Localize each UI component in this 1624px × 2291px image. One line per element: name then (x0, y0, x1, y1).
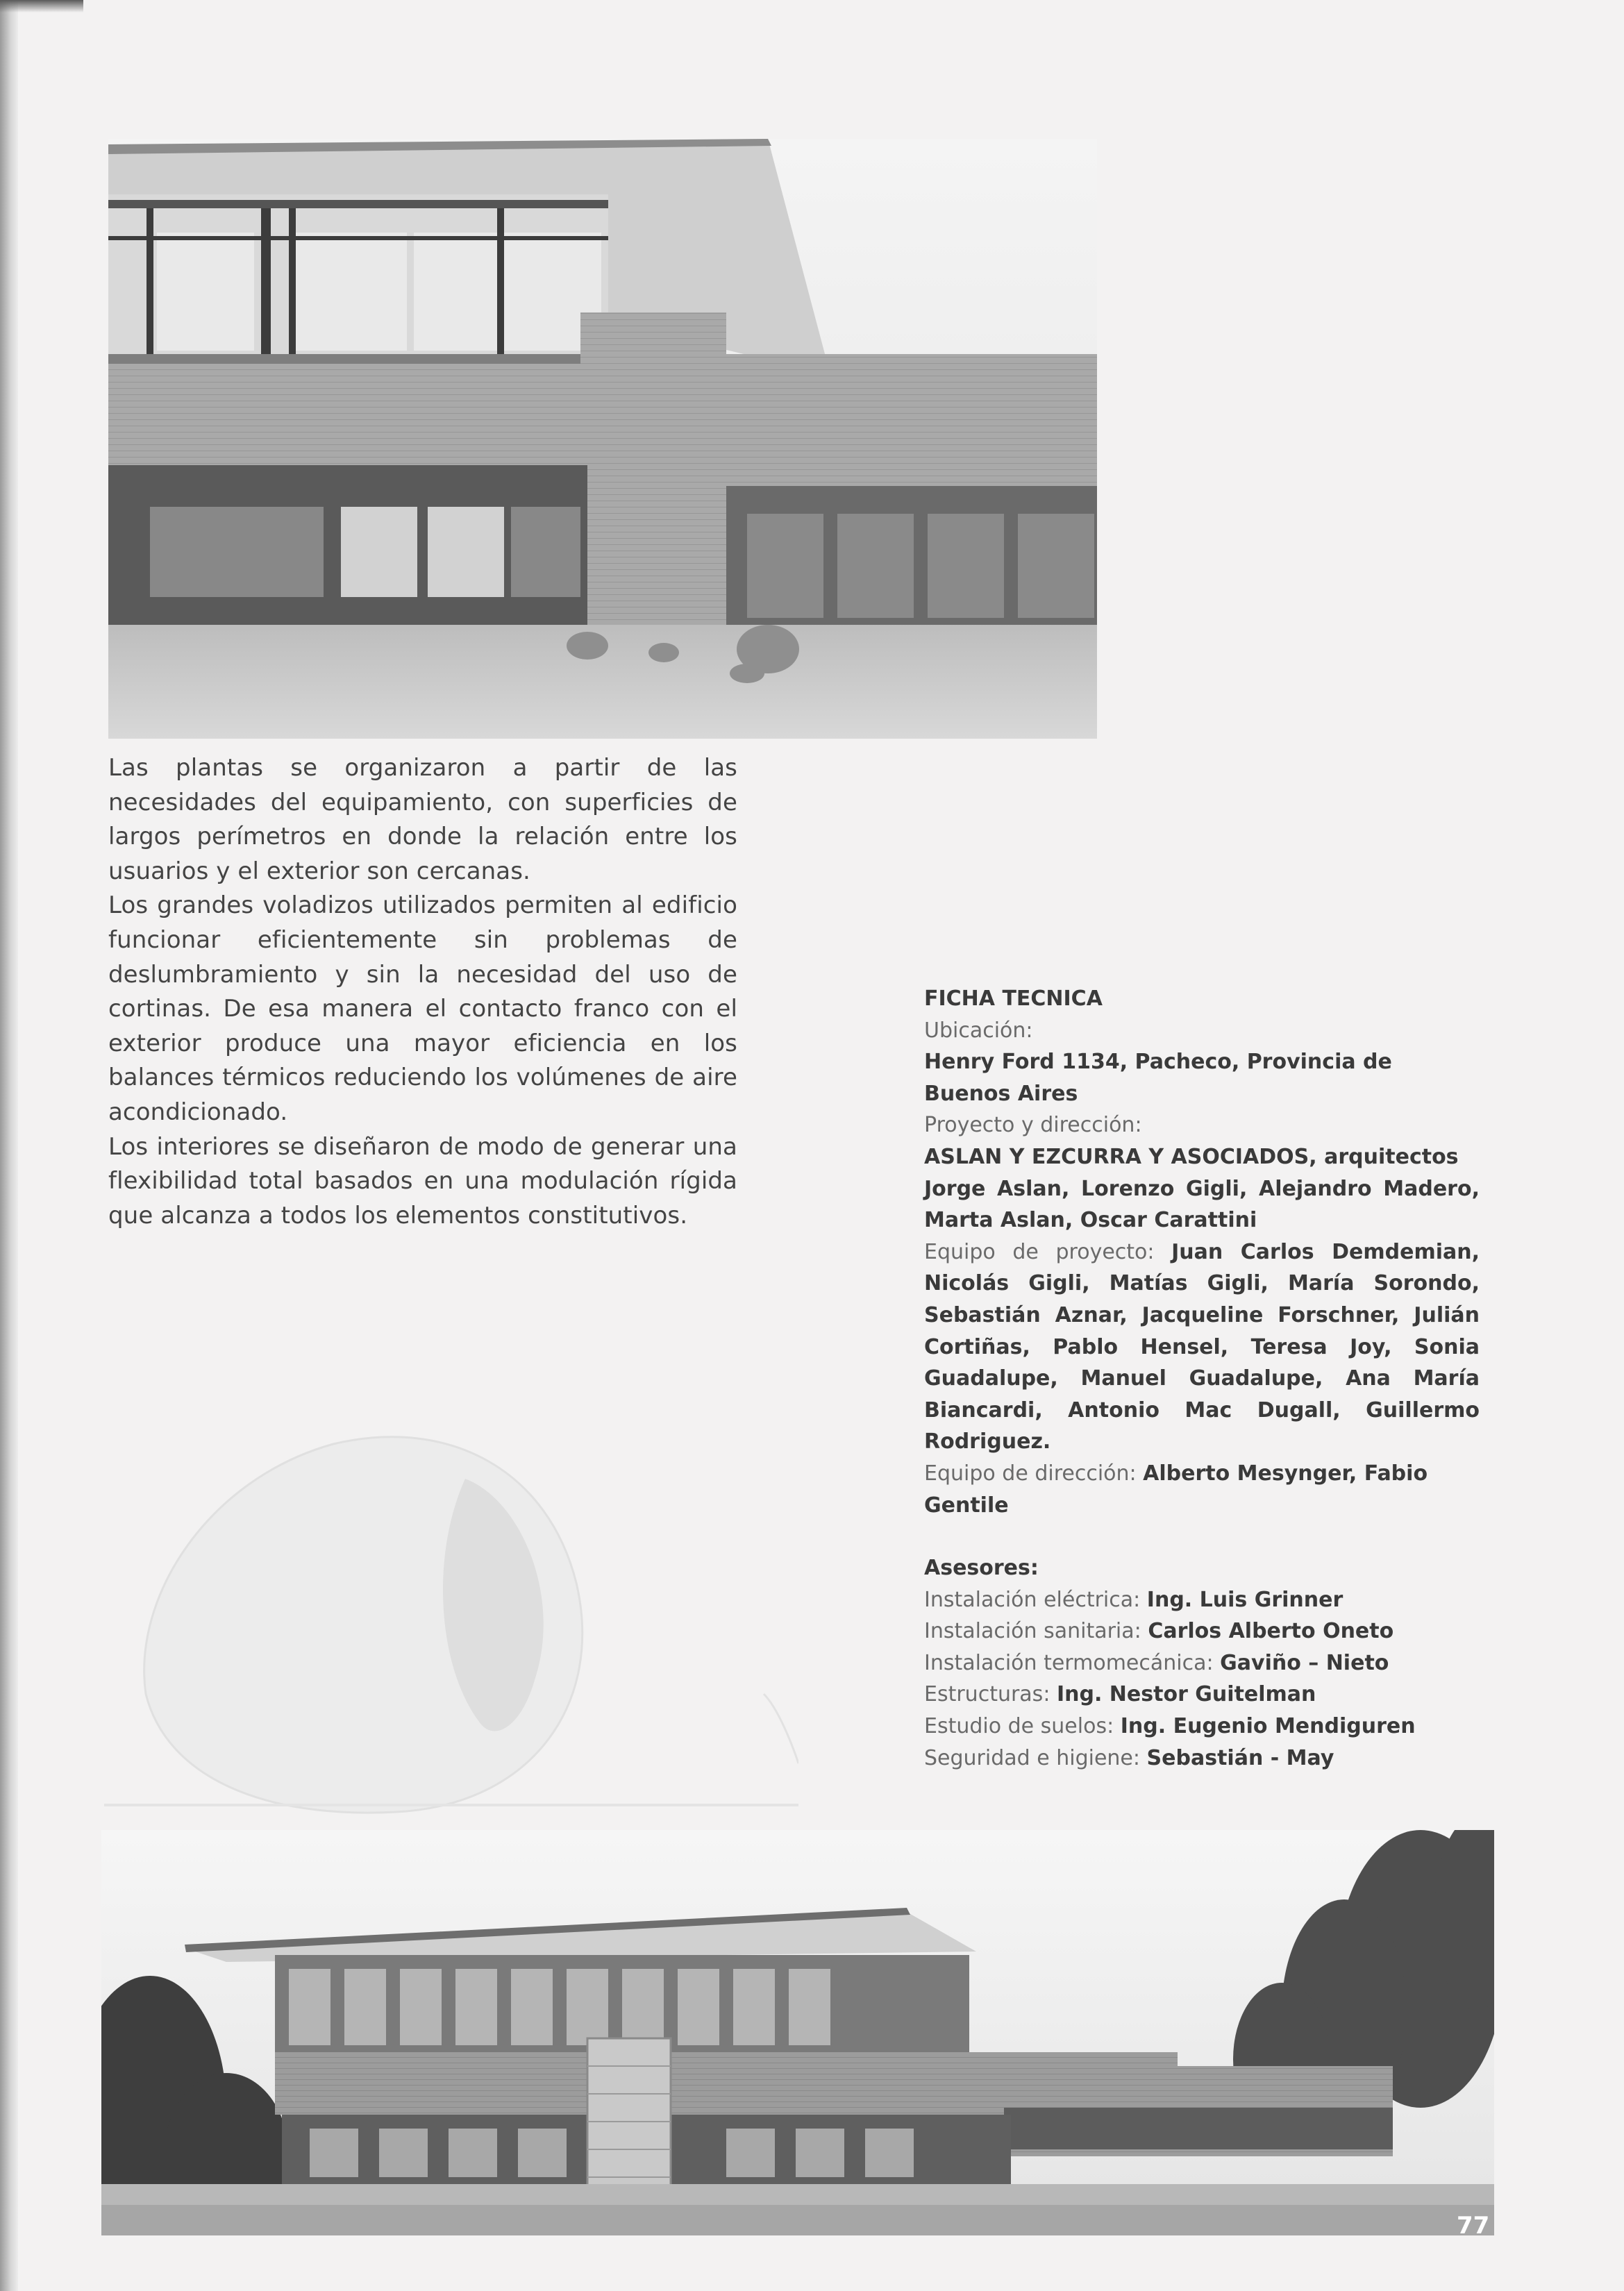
book-spine-shadow (0, 0, 18, 2291)
page-number: 77 (1457, 2212, 1490, 2240)
asesor-item: Estudio de suelos: Ing. Eugenio Mendiguren (924, 1714, 1416, 1739)
architects-list: Jorge Aslan, Lorenzo Gigli, Alejandro Madero, Marta Aslan, Oscar Carattini (924, 1176, 1480, 1233)
body-text (108, 751, 737, 1233)
equipo-direccion: Equipo de dirección: Alberto Mesynger, Fabio Gentile (924, 1461, 1428, 1518)
body-paragraph: Las plantas se organizaron a partir de las necesidades del equipamiento, con superficies de largos perímetros en donde la relación entre los usuarios y el exterior son cercanas. (108, 754, 737, 885)
ubicacion-value: Henry Ford 1134, Pacheco, Provincia de Buenos Aires (924, 1050, 1392, 1106)
body-paragraph: Los interiores se diseñaron de modo de generar una flexibilidad total basados en una modulación rígida que alcanza a todos los elementos constitutivos. (108, 1132, 737, 1230)
building-photo-top (108, 139, 1097, 739)
ficha-tecnica (924, 983, 1480, 1774)
body-paragraph: Los grandes voladizos utilizados permiten al edificio funcionar eficientemente sin problemas de deslumbramiento y sin la necesidad del uso de cortinas. De esa manera el contacto franco con el exterior produce una mayor eficiencia en los balances térmicos reduciendo los volúmenes de aire acondicionado. (108, 891, 737, 1126)
asesor-item: Seguridad e higiene: Sebastián - May (924, 1745, 1334, 1770)
asesores-title: Asesores: (924, 1556, 1039, 1581)
asesor-item: Instalación sanitaria: Carlos Alberto Oneto (924, 1619, 1394, 1644)
faded-watermark-drawing (104, 1416, 798, 1819)
asesor-item: Estructuras: Ing. Nestor Guitelman (924, 1682, 1316, 1707)
proyecto-label: Proyecto y dirección: (924, 1113, 1142, 1138)
ficha-title: FICHA TECNICA (924, 987, 1103, 1011)
firm-name: ASLAN Y EZCURRA Y ASOCIADOS, arquitectos (924, 1144, 1459, 1169)
asesor-item: Instalación eléctrica: Ing. Luis Grinner (924, 1587, 1343, 1612)
page-corner-shadow (0, 0, 83, 12)
ubicacion-label: Ubicación: (924, 1018, 1033, 1043)
building-photo-bottom (101, 1830, 1494, 2235)
equipo-proyecto: Equipo de proyecto: Juan Carlos Demdemian, Nicolás Gigli, Matías Gigli, María Sorondo, Sebastián Aznar, Jacqueline Forschner, Julián Cortiñas, Pablo Hensel, Teresa Joy, Sonia Guadalupe, Manuel Guadalupe, Ana María Biancardi, Antonio Mac Dugall, Guillermo Rodriguez. (924, 1239, 1480, 1454)
asesor-item: Instalación termomecánica: Gaviño – Nieto (924, 1650, 1389, 1675)
